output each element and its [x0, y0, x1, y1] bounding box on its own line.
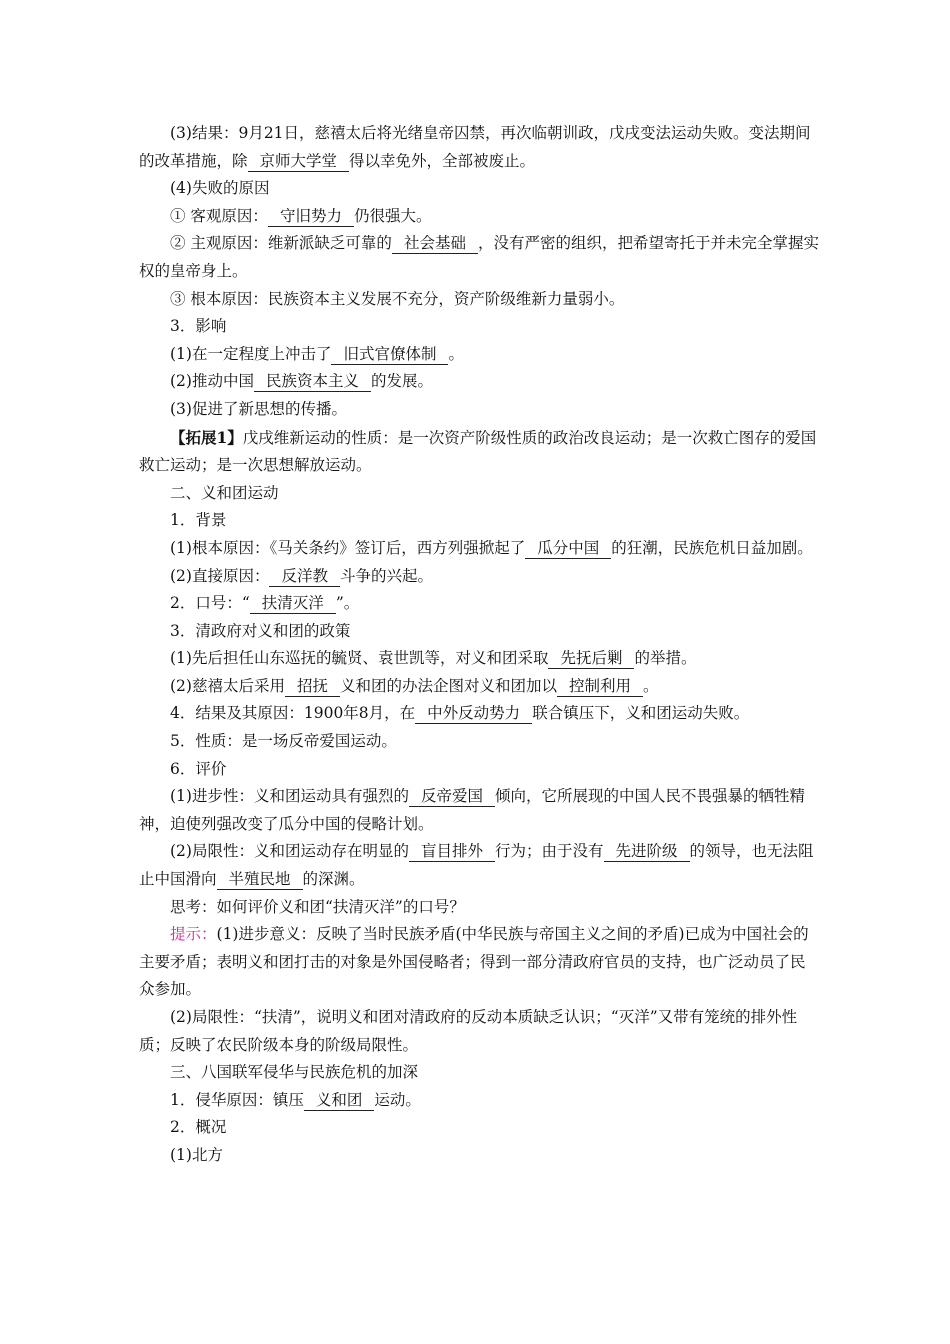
paragraph-subjective-cause: ② 主观原因：维新派缺乏可靠的 社会基础 ，没有严密的组织，把希望寄托于并未完全掌握实权的皇帝身上。 — [139, 234, 819, 280]
fill-blank: 招抚 — [285, 676, 340, 697]
fill-blank: 半殖民地 — [217, 869, 303, 890]
paragraph-background-2: (2)直接原因： 反洋教 斗争的兴起。 — [170, 566, 433, 585]
paragraph-question: 思考：如何评价义和团“扶清灭洋”的口号？ — [170, 897, 465, 916]
fill-blank: 扶清灭洋 — [250, 593, 336, 614]
fill-blank: 反帝爱国 — [409, 786, 495, 807]
fill-blank: 旧式官僚体制 — [331, 344, 448, 365]
paragraph-objective-cause: ① 客观原因： 守旧势力 仍很强大。 — [170, 206, 432, 225]
paragraph-heading: 2．概况 — [170, 1118, 227, 1137]
paragraph-heading: 3．清政府对义和团的政策 — [170, 621, 351, 640]
fill-blank: 民族资本主义 — [254, 371, 371, 392]
fill-blank: 瓜分中国 — [525, 538, 611, 559]
paragraph-heading: 1．背景 — [170, 511, 227, 530]
fill-blank: 控制利用 — [557, 676, 643, 697]
paragraph-extension: 【拓展1】戊戌维新运动的性质：是一次资产阶级性质的政治改良运动；是一次救亡图存的爱国救亡运动；是一次思想解放运动。 — [139, 427, 817, 475]
paragraph-heading: 6．评价 — [170, 759, 227, 778]
paragraph-nature: 5．性质：是一场反帝爱国运动。 — [170, 732, 397, 751]
fill-blank: 反洋教 — [269, 566, 340, 587]
fill-blank: 盲目排外 — [409, 841, 495, 862]
paragraph-limitation: (2)局限性：义和团运动存在明显的 盲目排外 行为；由于没有 先进阶级 的领导，也无法阻止中国滑向 半殖民地 的深渊。 — [139, 842, 814, 889]
fill-blank: 社会基础 — [392, 233, 478, 254]
paragraph-influence-2: (2)推动中国 民族资本主义 的发展。 — [170, 372, 433, 391]
fill-blank: 中外反动势力 — [415, 703, 532, 724]
paragraph-hint-2: (2)局限性：“扶清”，说明义和团对清政府的反动本质缺乏认识；“灭洋”又带有笼统的排外性质；反映了农民阶级本身的阶级局限性。 — [139, 1008, 798, 1054]
fill-blank: 先进阶级 — [604, 841, 690, 862]
fill-blank: 义和团 — [304, 1090, 375, 1111]
paragraph-root-cause: ③ 根本原因：民族资本主义发展不充分，资产阶级维新力量弱小。 — [170, 289, 625, 308]
paragraph-result: (3)结果：9月21日，慈禧太后将光绪皇帝囚禁，再次临朝训政，戊戌变法运动失败。变法期间的改革措施，除 京师大学堂 得以幸免外，全部被废止。 — [139, 124, 811, 170]
section-title: 二、义和团运动 — [170, 483, 279, 502]
document-body — [139, 120, 819, 1170]
paragraph-influence-1: (1)在一定程度上冲击了 旧式官僚体制 。 — [170, 344, 464, 363]
paragraph-policy-1: (1)先后担任山东巡抚的毓贤、袁世凯等，对义和团采取 先抚后剿 的举措。 — [170, 649, 697, 668]
paragraph-outcome: 4．结果及其原因：1900年8月，在 中外反动势力 联合镇压下，义和团运动失败。 — [170, 704, 750, 723]
paragraph-background-1: (1)根本原因：《马关条约》签订后，西方列强掀起了 瓜分中国 的狂潮，民族危机日益加剧。 — [170, 538, 813, 557]
fill-blank: 守旧势力 — [268, 206, 354, 227]
paragraph-progress: (1)进步性：义和团运动具有强烈的 反帝爱国 倾向，它所展现的中国人民不畏强暴的牺牲精神，迫使列强改变了瓜分中国的侵略计划。 — [139, 787, 805, 833]
paragraph-slogan: 2．口号：“ 扶清灭洋 ”。 — [170, 594, 360, 613]
fill-blank: 先抚后剿 — [548, 648, 634, 669]
paragraph-influence-3: (3)促进了新思想的传播。 — [170, 399, 347, 418]
paragraph-invasion-cause: 1．侵华原因：镇压 义和团 运动。 — [170, 1090, 421, 1109]
paragraph-hint: 提示：(1)进步意义：反映了当时民族矛盾(中华民族与帝国主义之间的矛盾)已成为中国社会的主要矛盾；表明义和团打击的对象是外国侵略者；得到一部分清政府官员的支持，也广泛动员了民众参加。 — [139, 925, 809, 999]
paragraph-north: (1)北方 — [170, 1145, 223, 1164]
paragraph-heading: (4)失败的原因 — [170, 179, 270, 198]
fill-blank: 京师大学堂 — [248, 151, 350, 172]
hint-label: 提示： — [170, 925, 217, 944]
paragraph-policy-2: (2)慈禧太后采用 招抚 义和团的办法企图对义和团加以 控制利用 。 — [170, 676, 659, 695]
section-title: 三、八国联军侵华与民族危机的加深 — [170, 1063, 419, 1082]
paragraph-heading: 3．影响 — [170, 317, 227, 336]
